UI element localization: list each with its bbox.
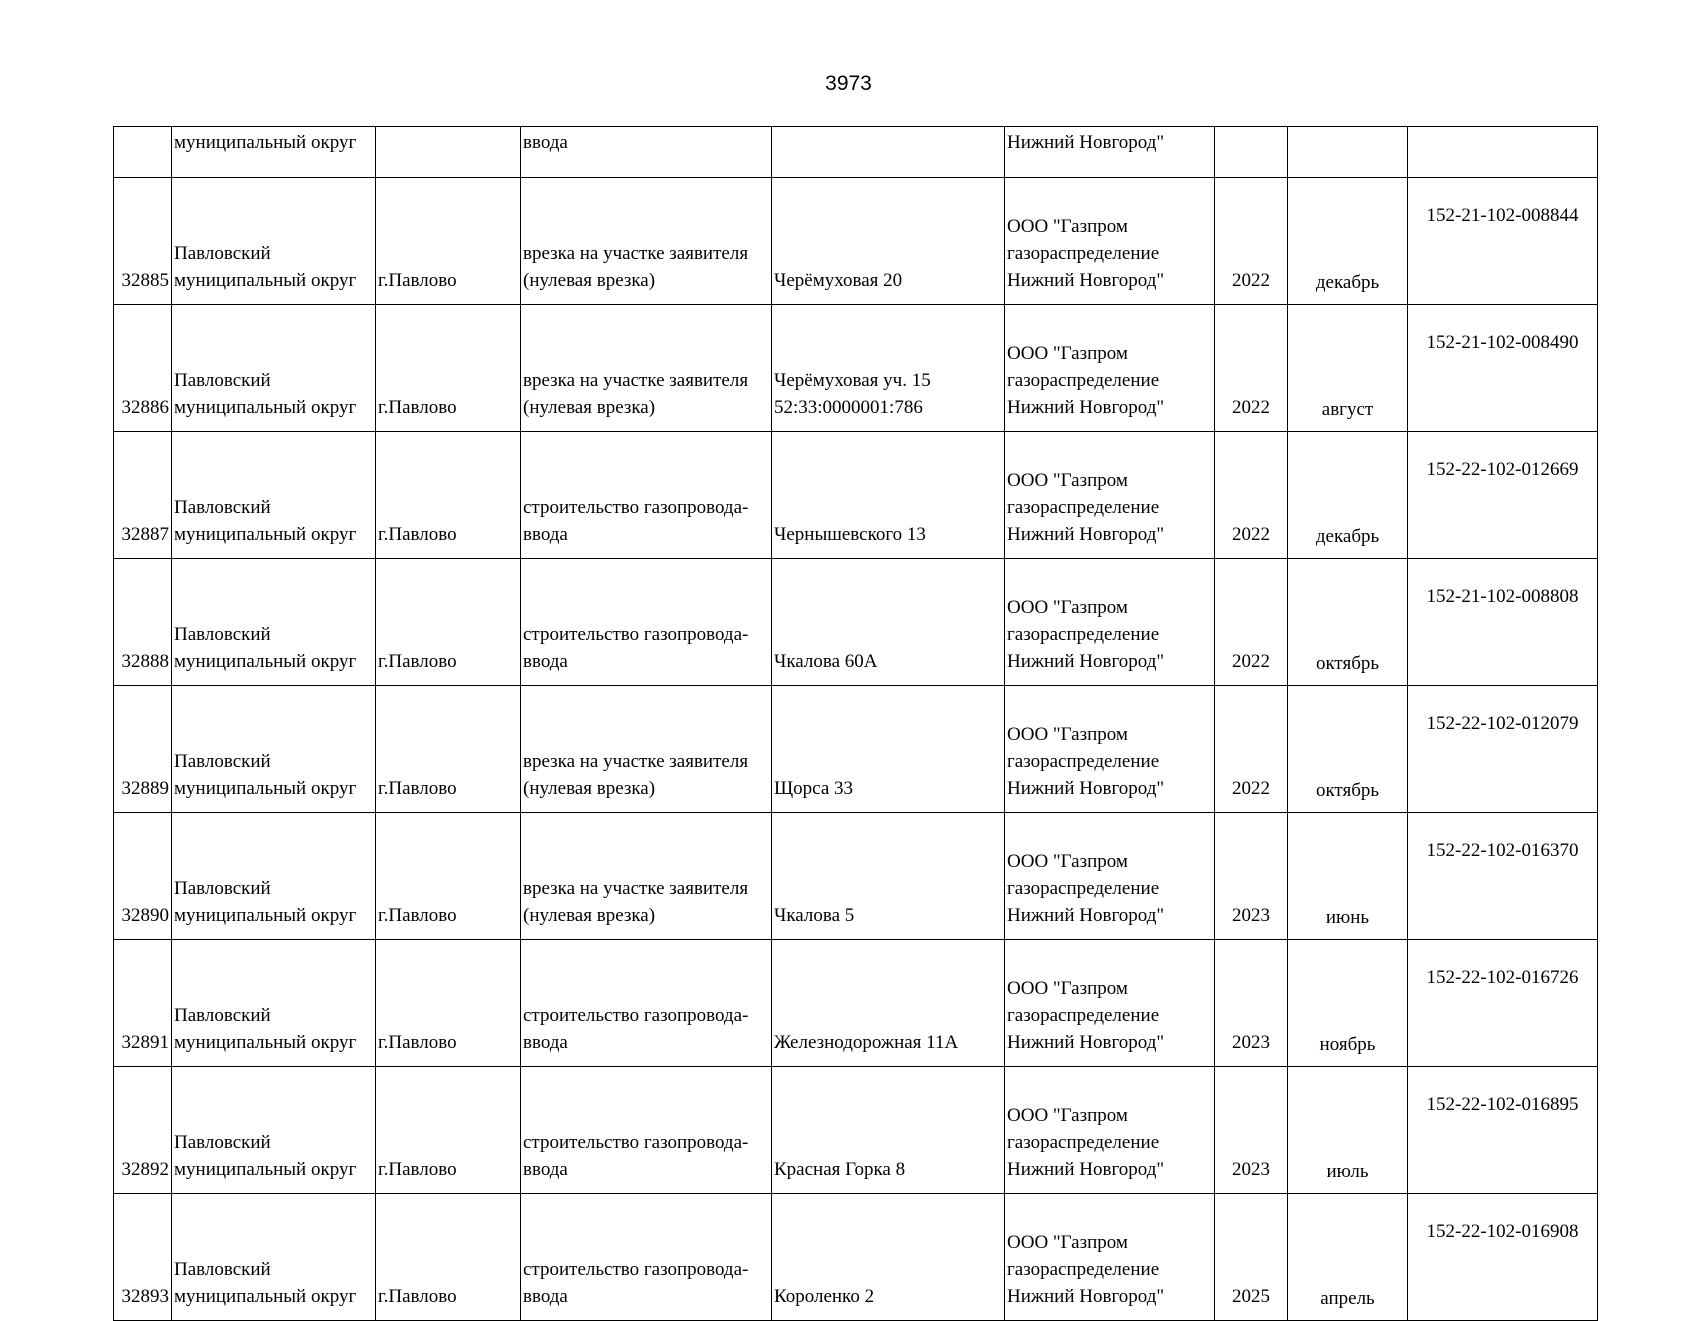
cell-address-line: Черёмуховая уч. 15 [774, 370, 931, 391]
cell-city: г.Павлово [376, 813, 521, 940]
cell-address-line: Черёмуховая 20 [774, 270, 903, 291]
cell-org-line: газораспределение [1007, 243, 1160, 264]
cell-org-line: Нижний Новгород" [1007, 651, 1165, 672]
cell-address-line: Железнодорожная 11А [774, 1032, 959, 1053]
cell-address-line: Короленко 2 [774, 1286, 875, 1307]
cell-org-line: ООО "Газпром [1007, 597, 1128, 618]
cell-district [172, 813, 376, 940]
cell-district [172, 1067, 376, 1194]
cell-work-line: (нулевая врезка) [523, 397, 656, 418]
cell-address [772, 127, 1005, 178]
cell-year: 2022 [1215, 178, 1288, 305]
cell-org-line: ООО "Газпром [1007, 1232, 1128, 1253]
cell-work-line: ввода [523, 1032, 568, 1053]
cell-district: муниципальный округ [172, 127, 376, 178]
cell-num: 32886 [114, 305, 172, 432]
cell-work-line: строительство газопровода- [523, 1132, 749, 1153]
table-row [114, 686, 1598, 813]
cell-num: 32891 [114, 940, 172, 1067]
cell-month: апрель [1288, 1194, 1408, 1321]
cell-year: 2022 [1215, 559, 1288, 686]
cell-year: 2025 [1215, 1194, 1288, 1321]
cell-year [1215, 127, 1288, 178]
cell-work [521, 305, 772, 432]
cell-org-line: ООО "Газпром [1007, 724, 1128, 745]
cell-code: 152-22-102-012669 [1408, 432, 1598, 559]
cell-address [772, 559, 1005, 686]
cell-org-line: ООО "Газпром [1007, 851, 1128, 872]
cell-district [172, 432, 376, 559]
cell-district-line: Павловский [174, 878, 271, 899]
table-row [114, 813, 1598, 940]
cell-address-line: 52:33:0000001:786 [774, 397, 923, 418]
cell-org-line: ООО "Газпром [1007, 216, 1128, 237]
cell-district-line: Павловский [174, 1259, 271, 1280]
cell-org-line: Нижний Новгород" [1007, 270, 1165, 291]
cell-code: 152-21-102-008808 [1408, 559, 1598, 686]
cell-address-line: Красная Горка 8 [774, 1159, 906, 1180]
cell-month: июнь [1288, 813, 1408, 940]
cell-num: 32893 [114, 1194, 172, 1321]
cell-num: 32889 [114, 686, 172, 813]
cell-org-line: Нижний Новгород" [1007, 397, 1165, 418]
cell-work [521, 559, 772, 686]
cell-work-line: (нулевая врезка) [523, 905, 656, 926]
cell-num [114, 127, 172, 178]
cell-work-line: строительство газопровода- [523, 1005, 749, 1026]
cell-district-line: Павловский [174, 624, 271, 645]
cell-address-line: Чкалова 60А [774, 651, 878, 672]
cell-district [172, 1194, 376, 1321]
cell-month: октябрь [1288, 559, 1408, 686]
cell-org-line: газораспределение [1007, 370, 1160, 391]
cell-org [1005, 432, 1215, 559]
cell-work-line: (нулевая врезка) [523, 778, 656, 799]
cell-num: 32892 [114, 1067, 172, 1194]
table-row [114, 1067, 1598, 1194]
cell-work-line: ввода [523, 524, 568, 545]
cell-district [172, 686, 376, 813]
cell-address [772, 432, 1005, 559]
cell-code: 152-21-102-008844 [1408, 178, 1598, 305]
cell-district [172, 559, 376, 686]
cell-city: г.Павлово [376, 940, 521, 1067]
cell-address [772, 940, 1005, 1067]
cell-work-line: строительство газопровода- [523, 624, 749, 645]
cell-district-line: муниципальный округ [174, 1159, 357, 1180]
cell-work-line: ввода [523, 1159, 568, 1180]
table-row [114, 1194, 1598, 1321]
cell-org-line: газораспределение [1007, 497, 1160, 518]
cell-code: 152-22-102-016726 [1408, 940, 1598, 1067]
cell-org-line: ООО "Газпром [1007, 1105, 1128, 1126]
cell-org-line: Нижний Новгород" [1007, 1159, 1165, 1180]
cell-city: г.Павлово [376, 305, 521, 432]
cell-org-line: газораспределение [1007, 624, 1160, 645]
cell-city: г.Павлово [376, 559, 521, 686]
cell-district-line: Павловский [174, 1005, 271, 1026]
cell-work [521, 813, 772, 940]
cell-address [772, 1194, 1005, 1321]
cell-year: 2023 [1215, 940, 1288, 1067]
cell-work: ввода [521, 127, 772, 178]
cell-city [376, 127, 521, 178]
cell-org-line: Нижний Новгород" [1007, 524, 1165, 545]
cell-month: декабрь [1288, 432, 1408, 559]
cell-address [772, 305, 1005, 432]
cell-month: август [1288, 305, 1408, 432]
cell-year: 2022 [1215, 432, 1288, 559]
table-row [114, 432, 1598, 559]
cell-month: июль [1288, 1067, 1408, 1194]
cell-org-line: Нижний Новгород" [1007, 1032, 1165, 1053]
cell-org: Нижний Новгород" [1005, 127, 1215, 178]
cell-num: 32888 [114, 559, 172, 686]
cell-org-line: газораспределение [1007, 1005, 1160, 1026]
cell-district-line: Павловский [174, 751, 271, 772]
cell-org-line: газораспределение [1007, 1259, 1160, 1280]
cell-address-line: Чернышевского 13 [774, 524, 926, 545]
cell-code: 152-21-102-008490 [1408, 305, 1598, 432]
cell-code: 152-22-102-016370 [1408, 813, 1598, 940]
cell-org-line: газораспределение [1007, 1132, 1160, 1153]
gasification-register-table [113, 126, 1598, 1321]
cell-district-line: Павловский [174, 1132, 271, 1153]
cell-org [1005, 813, 1215, 940]
cell-org-line: ООО "Газпром [1007, 470, 1128, 491]
cell-address-line: Чкалова 5 [774, 905, 855, 926]
cell-work [521, 178, 772, 305]
cell-year: 2022 [1215, 305, 1288, 432]
cell-district-line: муниципальный округ [174, 778, 357, 799]
cell-district [172, 940, 376, 1067]
cell-district-line: муниципальный округ [174, 651, 357, 672]
cell-year: 2022 [1215, 686, 1288, 813]
cell-work [521, 686, 772, 813]
cell-org-line: газораспределение [1007, 751, 1160, 772]
cell-org-line: ООО "Газпром [1007, 978, 1128, 999]
cell-address [772, 686, 1005, 813]
cell-district-line: муниципальный округ [174, 1286, 357, 1307]
cell-district-line: Павловский [174, 497, 271, 518]
cell-org-line: Нижний Новгород" [1007, 778, 1165, 799]
cell-district [172, 305, 376, 432]
cell-address [772, 1067, 1005, 1194]
page-number: 3973 [825, 72, 872, 95]
cell-district-line: муниципальный округ [174, 905, 357, 926]
cell-month: ноябрь [1288, 940, 1408, 1067]
cell-year: 2023 [1215, 1067, 1288, 1194]
cell-city: г.Павлово [376, 1067, 521, 1194]
cell-district-line: Павловский [174, 243, 271, 264]
cell-city: г.Павлово [376, 1194, 521, 1321]
cell-work-line: врезка на участке заявителя [523, 751, 749, 772]
cell-city: г.Павлово [376, 178, 521, 305]
cell-org-line: Нижний Новгород" [1007, 905, 1165, 926]
cell-code [1408, 127, 1598, 178]
cell-month: декабрь [1288, 178, 1408, 305]
cell-address [772, 178, 1005, 305]
table-row [114, 559, 1598, 686]
cell-address-line: Щорса 33 [774, 778, 854, 799]
cell-work-line: ввода [523, 1286, 568, 1307]
cell-work-line: (нулевая врезка) [523, 270, 656, 291]
cell-org [1005, 1194, 1215, 1321]
cell-org [1005, 940, 1215, 1067]
table-row [114, 305, 1598, 432]
cell-work-line: врезка на участке заявителя [523, 370, 749, 391]
cell-work [521, 1067, 772, 1194]
cell-city: г.Павлово [376, 432, 521, 559]
cell-org [1005, 1067, 1215, 1194]
cell-year: 2023 [1215, 813, 1288, 940]
cell-org [1005, 178, 1215, 305]
cell-work-line: врезка на участке заявителя [523, 878, 749, 899]
cell-org [1005, 686, 1215, 813]
cell-district-line: муниципальный округ [174, 270, 357, 291]
cell-org [1005, 305, 1215, 432]
cell-month [1288, 127, 1408, 178]
cell-address [772, 813, 1005, 940]
cell-org-line: Нижний Новгород" [1007, 1286, 1165, 1307]
cell-work [521, 432, 772, 559]
cell-city: г.Павлово [376, 686, 521, 813]
cell-work-line: ввода [523, 651, 568, 672]
cell-work-line: строительство газопровода- [523, 497, 749, 518]
cell-code: 152-22-102-016908 [1408, 1194, 1598, 1321]
cell-district-line: муниципальный округ [174, 397, 357, 418]
cell-org-line: газораспределение [1007, 878, 1160, 899]
cell-month: октябрь [1288, 686, 1408, 813]
cell-work [521, 940, 772, 1067]
table-row [114, 940, 1598, 1067]
cell-work-line: врезка на участке заявителя [523, 243, 749, 264]
cell-work [521, 1194, 772, 1321]
cell-district-line: муниципальный округ [174, 524, 357, 545]
table-row [114, 178, 1598, 305]
cell-num: 32885 [114, 178, 172, 305]
continuation-row [114, 127, 1598, 178]
cell-code: 152-22-102-016895 [1408, 1067, 1598, 1194]
cell-num: 32890 [114, 813, 172, 940]
cell-work-line: строительство газопровода- [523, 1259, 749, 1280]
cell-num: 32887 [114, 432, 172, 559]
cell-district-line: муниципальный округ [174, 1032, 357, 1053]
cell-district-line: Павловский [174, 370, 271, 391]
cell-code: 152-22-102-012079 [1408, 686, 1598, 813]
cell-org [1005, 559, 1215, 686]
cell-org-line: ООО "Газпром [1007, 343, 1128, 364]
cell-district [172, 178, 376, 305]
